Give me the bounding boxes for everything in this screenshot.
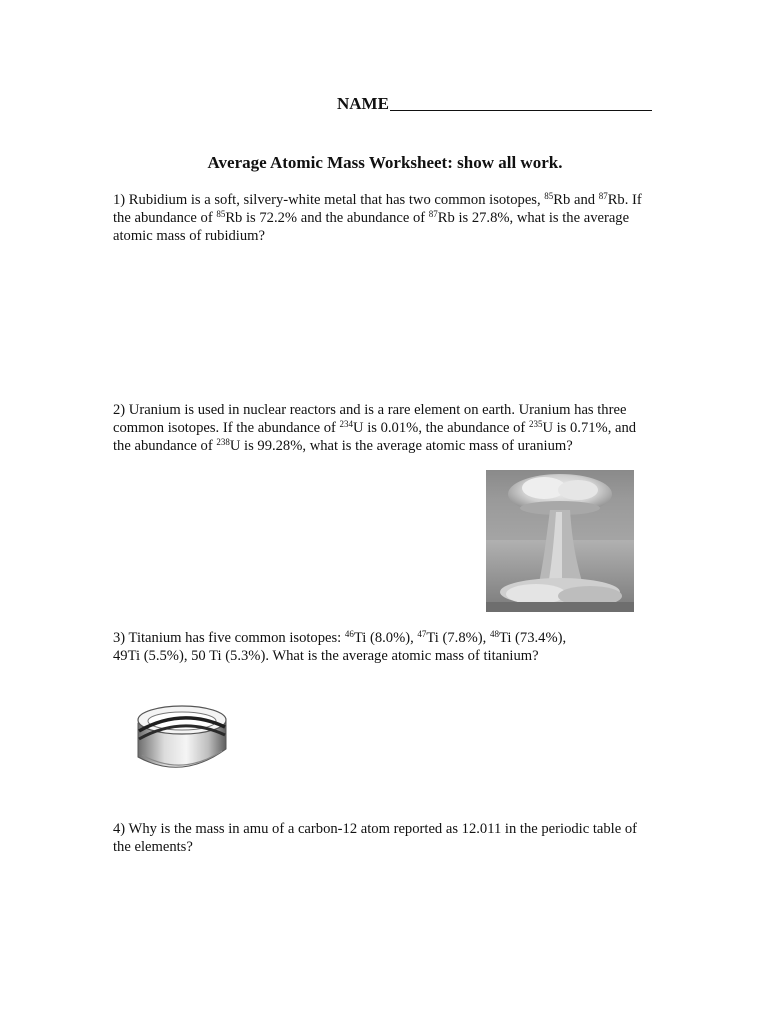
name-label: NAME: [337, 94, 389, 113]
name-blank-line[interactable]: [390, 92, 652, 111]
titanium-ring-icon: [132, 693, 232, 783]
name-field: [337, 92, 652, 114]
question-1: 1) Rubidium is a soft, silvery-white metal that has two common isotopes, $^{85}$Rb and $^{87}$Rb. If the abundance of $^{85}$Rb is 72.2% and the abundance of $^{87}$Rb is 27.8%, what is the average atomic mass of rubidium?: [113, 191, 642, 244]
worksheet-title: Average Atomic Mass Worksheet: show all work.: [207, 153, 563, 172]
question-4: 4) Why is the mass in amu of a carbon-12 atom reported as 12.011 in the periodic table of the elements?: [113, 821, 638, 855]
question-2: 2) Uranium is used in nuclear reactors and is a rare element on earth. Uranium has three common isotopes. If the abundance of $^{234}$U is 0.01%, the abundance of $^{235}$U is 0.71%, and the abundance of $^{238}$U is 99.28%, what is the average atomic mass of uranium?: [113, 402, 637, 454]
question-3: 3) Titanium has five common isotopes: $^{46}$Ti (8.0%), $^{47}$Ti (7.8%), $^{48}$Ti (73.4%), 49Ti (5.5%), 50 Ti (5.3%). What is the average atomic mass of titanium?: [113, 629, 567, 664]
mushroom-cloud-icon: [486, 470, 634, 612]
